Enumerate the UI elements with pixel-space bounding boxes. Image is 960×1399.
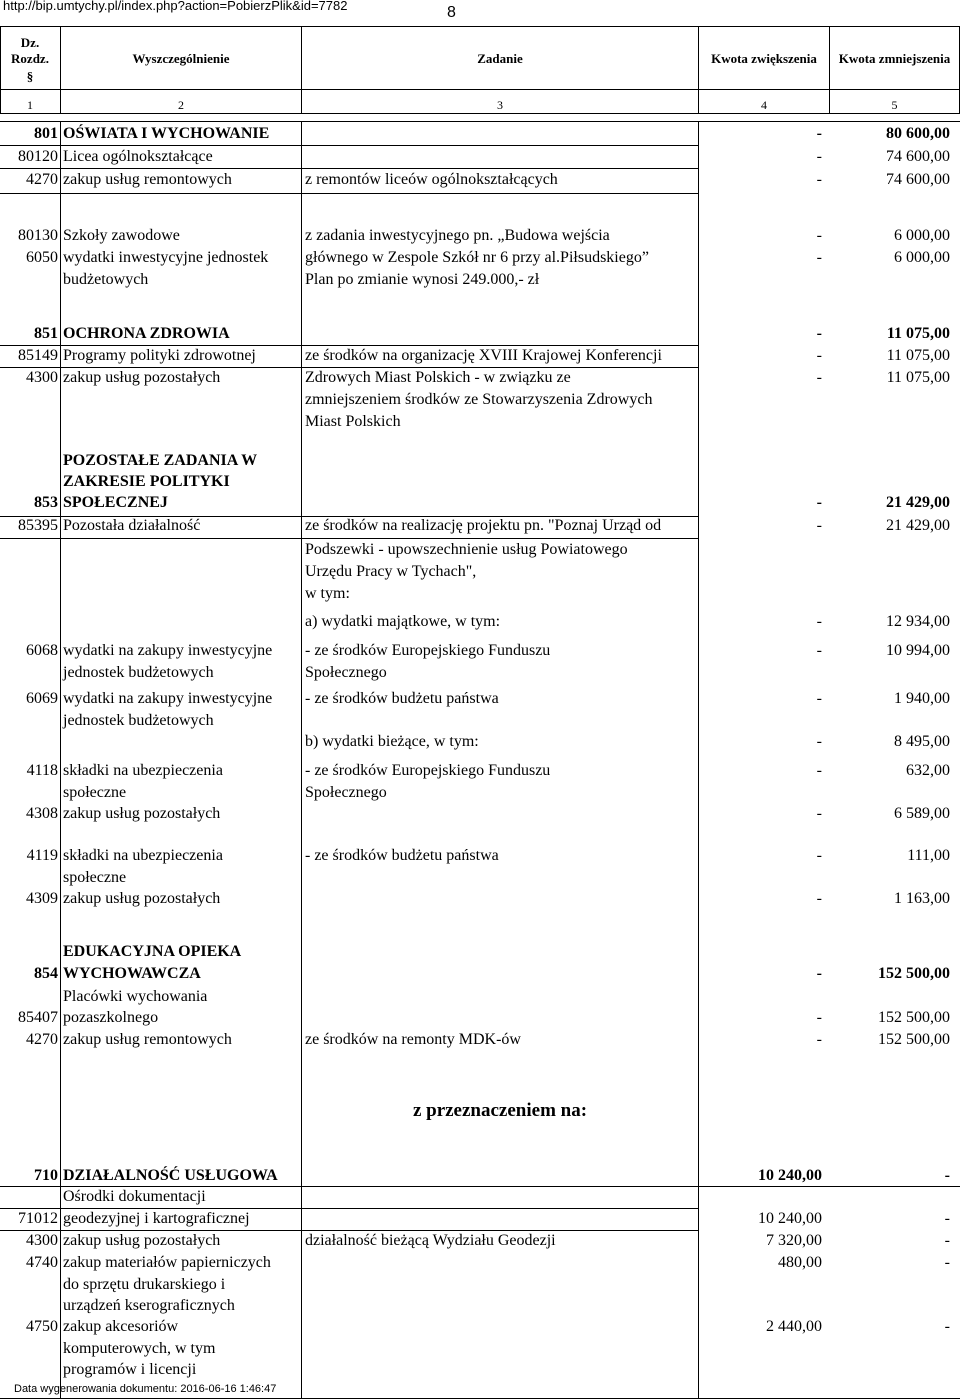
row-classification: 4270 bbox=[26, 1031, 58, 1048]
row-description: urządzeń kserograficznych bbox=[63, 1297, 235, 1314]
row-task: ze środków na realizację projektu pn. "Poznaj Urząd od bbox=[305, 517, 662, 534]
row-decrease: 6 000,00 bbox=[894, 249, 950, 266]
table-rule bbox=[0, 145, 698, 146]
row-task: z zadania inwestycyjnego pn. „Budowa wejścia bbox=[305, 227, 610, 244]
row-description: budżetowych bbox=[63, 271, 149, 288]
header-zadanie: Zadanie bbox=[477, 51, 523, 66]
row-decrease: 1 163,00 bbox=[894, 890, 950, 907]
row-description: Szkoły zawodowe bbox=[63, 227, 180, 244]
row-decrease: 11 075,00 bbox=[886, 369, 950, 386]
row-description: OŚWIATA I WYCHOWANIE bbox=[63, 125, 270, 142]
row-decrease: 74 600,00 bbox=[886, 148, 950, 165]
row-description: ZAKRESIE POLITYKI bbox=[63, 473, 230, 490]
row-classification: 4308 bbox=[26, 805, 58, 822]
row-description: składki na ubezpieczenia bbox=[63, 762, 223, 779]
row-decrease: - bbox=[944, 1318, 950, 1335]
row-description: zakup usług pozostałych bbox=[63, 805, 221, 822]
table-rule bbox=[0, 538, 698, 539]
row-description: do sprzętu drukarskiego i bbox=[63, 1276, 226, 1293]
table-rule bbox=[0, 121, 960, 122]
row-task: Miast Polskich bbox=[305, 413, 401, 430]
row-decrease: 11 075,00 bbox=[886, 347, 950, 364]
row-description: programów i licencji bbox=[63, 1361, 197, 1378]
row-classification: 80120 bbox=[18, 148, 58, 165]
col-number-1: 1 bbox=[27, 98, 33, 112]
row-decrease: 152 500,00 bbox=[878, 1009, 950, 1026]
row-increase: - bbox=[816, 347, 822, 364]
row-classification: 85395 bbox=[18, 517, 58, 534]
row-decrease: 6 589,00 bbox=[894, 805, 950, 822]
row-classification: 851 bbox=[34, 325, 58, 342]
row-increase: - bbox=[816, 690, 822, 707]
row-description: społeczne bbox=[63, 784, 127, 801]
row-description: zakup usług remontowych bbox=[63, 171, 232, 188]
header-kwota-zmniejszenia: Kwota zmniejszenia bbox=[838, 51, 951, 66]
row-increase: - bbox=[816, 1031, 822, 1048]
table-rule bbox=[0, 89, 960, 90]
row-classification: 4309 bbox=[26, 890, 58, 907]
row-task: w tym: bbox=[305, 585, 350, 602]
row-task: Społecznego bbox=[305, 784, 387, 801]
row-description: zakup materiałów papierniczych bbox=[63, 1254, 271, 1271]
row-decrease: - bbox=[944, 1232, 950, 1249]
row-classification: 6050 bbox=[26, 249, 58, 266]
row-task: b) wydatki bieżące, w tym: bbox=[305, 733, 479, 750]
row-task: - ze środków budżetu państwa bbox=[305, 690, 499, 707]
row-classification: 6068 bbox=[26, 642, 58, 659]
row-description: pozaszkolnego bbox=[63, 1009, 159, 1026]
row-task: Zdrowych Miast Polskich - w związku ze bbox=[305, 369, 571, 386]
row-description: wydatki na zakupy inwestycyjne bbox=[63, 642, 273, 659]
row-task: ze środków na organizację XVIII Krajowej Konferencji bbox=[305, 347, 662, 364]
generation-date: Data wygenerowania dokumentu: 2016-06-16 1:46:47 bbox=[14, 1383, 277, 1395]
row-description: zakup usług remontowych bbox=[63, 1031, 232, 1048]
row-decrease: 11 075,00 bbox=[886, 325, 950, 342]
row-task: a) wydatki majątkowe, w tym: bbox=[305, 613, 501, 630]
row-classification: 4119 bbox=[26, 847, 58, 864]
header-wyszczegolnienie: Wyszczególnienie bbox=[132, 51, 230, 66]
row-decrease: 111,00 bbox=[907, 847, 950, 864]
row-description: wydatki inwestycyjne jednostek bbox=[63, 249, 269, 266]
row-increase: - bbox=[816, 733, 822, 750]
col-number-4: 4 bbox=[761, 98, 767, 112]
row-decrease: - bbox=[944, 1167, 950, 1184]
row-description: geodezyjnej i kartograficznej bbox=[63, 1210, 250, 1227]
row-description: jednostek budżetowych bbox=[63, 664, 214, 681]
row-increase: - bbox=[816, 642, 822, 659]
row-description: Ośrodki dokumentacji bbox=[63, 1188, 206, 1205]
row-decrease: 1 940,00 bbox=[894, 690, 950, 707]
row-classification: 854 bbox=[34, 965, 58, 982]
row-increase: - bbox=[816, 227, 822, 244]
row-increase: - bbox=[816, 1009, 822, 1026]
row-decrease: 21 429,00 bbox=[886, 517, 950, 534]
row-classification: 4270 bbox=[26, 171, 58, 188]
row-increase: 10 240,00 bbox=[758, 1167, 822, 1184]
row-decrease: 8 495,00 bbox=[894, 733, 950, 750]
row-classification: 85407 bbox=[18, 1009, 58, 1026]
row-description: jednostek budżetowych bbox=[63, 712, 214, 729]
table-rule bbox=[0, 168, 698, 169]
row-increase: - bbox=[816, 325, 822, 342]
row-increase: - bbox=[816, 965, 822, 982]
table-rule bbox=[0, 367, 698, 368]
table-rule bbox=[60, 121, 61, 1398]
row-decrease: - bbox=[944, 1254, 950, 1271]
row-increase: 10 240,00 bbox=[758, 1210, 822, 1227]
row-increase: 480,00 bbox=[778, 1254, 822, 1271]
row-increase: - bbox=[816, 148, 822, 165]
row-description: zakup usług pozostałych bbox=[63, 369, 221, 386]
row-classification: 710 bbox=[34, 1167, 58, 1184]
table-rule bbox=[698, 121, 699, 1398]
row-task: zmniejszeniem środków ze Stowarzyszenia Zdrowych bbox=[305, 391, 653, 408]
row-classification: 4300 bbox=[26, 369, 58, 386]
row-task: Urzędu Pracy w Tychach", bbox=[305, 563, 477, 580]
row-description: WYCHOWAWCZA bbox=[63, 965, 201, 982]
row-increase: - bbox=[816, 613, 822, 630]
source-url: http://bip.umtychy.pl/index.php?action=PobierzPlik&id=7782 bbox=[3, 0, 348, 13]
table-rule bbox=[0, 1208, 698, 1209]
header-kwota-zwiekszenia: Kwota zwiększenia bbox=[711, 51, 817, 66]
row-increase: - bbox=[816, 847, 822, 864]
row-task: Społecznego bbox=[305, 664, 387, 681]
row-decrease: 152 500,00 bbox=[878, 1031, 950, 1048]
table-rule bbox=[0, 345, 698, 346]
row-increase: 2 440,00 bbox=[766, 1318, 822, 1335]
row-description: DZIAŁALNOŚĆ USŁUGOWA bbox=[63, 1167, 278, 1184]
row-description: POZOSTAŁE ZADANIA W bbox=[63, 452, 258, 469]
row-description: komputerowych, w tym bbox=[63, 1340, 216, 1357]
row-increase: - bbox=[816, 494, 822, 511]
row-description: Programy polityki zdrowotnej bbox=[63, 347, 256, 364]
row-description: zakup usług pozostałych bbox=[63, 1232, 221, 1249]
row-increase: - bbox=[816, 805, 822, 822]
table-rule bbox=[0, 26, 960, 27]
row-decrease: 80 600,00 bbox=[886, 125, 950, 142]
table-rule bbox=[301, 121, 302, 1398]
row-description: SPOŁECZNEJ bbox=[63, 494, 168, 511]
row-description: Placówki wychowania bbox=[63, 988, 208, 1005]
row-task: - ze środków Europejskiego Funduszu bbox=[305, 762, 551, 779]
row-increase: - bbox=[816, 125, 822, 142]
row-decrease: 10 994,00 bbox=[886, 642, 950, 659]
row-decrease: 12 934,00 bbox=[886, 613, 950, 630]
row-decrease: 152 500,00 bbox=[878, 965, 950, 982]
table-rule bbox=[0, 1186, 960, 1187]
row-description: społeczne bbox=[63, 869, 127, 886]
row-decrease: 21 429,00 bbox=[886, 494, 950, 511]
row-decrease: - bbox=[944, 1210, 950, 1227]
row-task: Podszewki - upowszechnienie usług Powiatowego bbox=[305, 541, 628, 558]
row-decrease: 632,00 bbox=[906, 762, 950, 779]
row-classification: 801 bbox=[34, 125, 58, 142]
row-description: Licea ogólnokształcące bbox=[63, 148, 213, 165]
row-description: zakup usług pozostałych bbox=[63, 890, 221, 907]
col-number-3: 3 bbox=[497, 98, 503, 112]
row-task: głównego w Zespole Szkół nr 6 przy al.Piłsudskiego” bbox=[305, 249, 649, 266]
przeznaczenie-heading: z przeznaczeniem na: bbox=[412, 1100, 588, 1121]
row-description: EDUKACYJNA OPIEKA bbox=[63, 943, 242, 960]
row-increase: - bbox=[816, 249, 822, 266]
row-task: z remontów liceów ogólnokształcących bbox=[305, 171, 558, 188]
row-increase: - bbox=[816, 369, 822, 386]
col-number-5: 5 bbox=[891, 98, 898, 112]
row-classification: 6069 bbox=[26, 690, 58, 707]
row-classification: 4118 bbox=[26, 762, 58, 779]
row-classification: 4300 bbox=[26, 1232, 58, 1249]
col-number-2: 2 bbox=[178, 98, 184, 112]
row-task: - ze środków Europejskiego Funduszu bbox=[305, 642, 551, 659]
row-increase: - bbox=[816, 890, 822, 907]
row-increase: 7 320,00 bbox=[766, 1232, 822, 1249]
row-description: Pozostała działalność bbox=[63, 517, 201, 534]
row-task: działalność bieżącą Wydziału Geodezji bbox=[305, 1232, 556, 1249]
row-classification: 4750 bbox=[26, 1318, 58, 1335]
row-decrease: 6 000,00 bbox=[894, 227, 950, 244]
row-increase: - bbox=[816, 517, 822, 534]
table-rule bbox=[0, 1230, 698, 1231]
row-classification: 80130 bbox=[18, 227, 58, 244]
header-dz: Dz. bbox=[20, 35, 40, 50]
row-classification: 71012 bbox=[18, 1210, 58, 1227]
row-classification: 853 bbox=[34, 494, 58, 511]
row-increase: - bbox=[816, 171, 822, 188]
header-rozdz: Rozdz. bbox=[11, 51, 49, 66]
row-task: - ze środków budżetu państwa bbox=[305, 847, 499, 864]
row-increase: - bbox=[816, 762, 822, 779]
row-classification: 85149 bbox=[18, 347, 58, 364]
row-description: zakup akcesoriów bbox=[63, 1318, 179, 1335]
row-decrease: 74 600,00 bbox=[886, 171, 950, 188]
row-description: wydatki na zakupy inwestycyjne bbox=[63, 690, 273, 707]
row-task: ze środków na remonty MDK-ów bbox=[305, 1031, 521, 1048]
row-description: OCHRONA ZDROWIA bbox=[63, 325, 230, 342]
row-classification: 4740 bbox=[26, 1254, 58, 1271]
page-number: 8 bbox=[447, 4, 456, 21]
row-description: składki na ubezpieczenia bbox=[63, 847, 223, 864]
header-paragraph: § bbox=[26, 69, 34, 84]
row-task: Plan po zmianie wynosi 249.000,- zł bbox=[305, 271, 540, 288]
table-rule bbox=[0, 193, 698, 194]
